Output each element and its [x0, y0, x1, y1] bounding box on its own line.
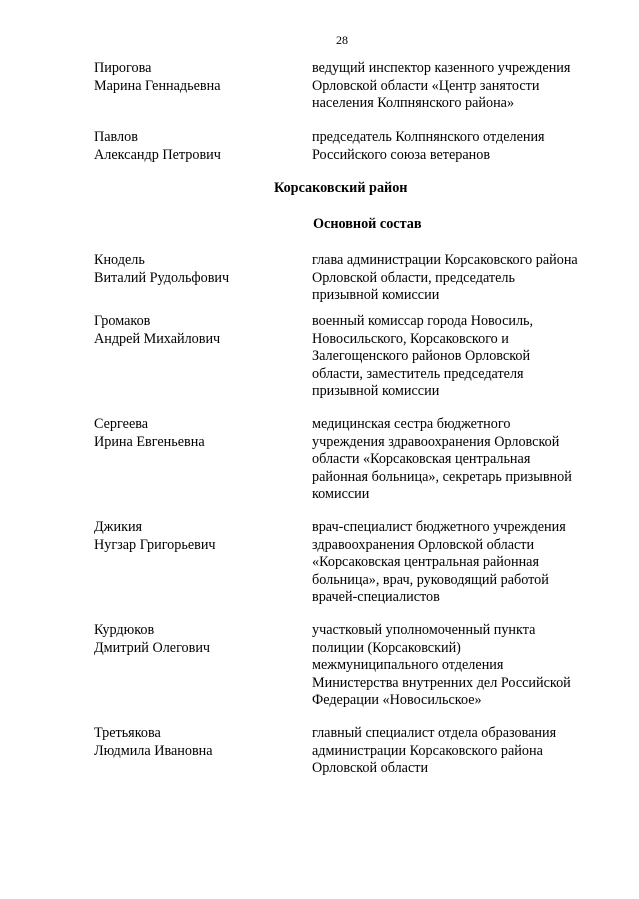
position-line: Новосильского, Корсаковского и [312, 330, 509, 347]
position-line: учреждения здравоохранения Орловской [312, 433, 560, 450]
position-line: председатель Колпнянского отделения [312, 129, 545, 145]
position-line: медицинская сестра бюджетного [312, 416, 511, 432]
position-line: больница», врач, руководящий работой [312, 571, 549, 588]
member-name [94, 416, 304, 451]
position-line: врач-специалист бюджетного учреждения [312, 519, 566, 535]
district-heading: Корсаковский район [274, 180, 408, 196]
position-line: «Корсаковская центральная районная [312, 554, 539, 570]
position-line: Залегощенского районов Орловской [312, 348, 531, 364]
position-line: полиции (Корсаковский) [312, 639, 461, 656]
member-given-names: Людмила Ивановна [94, 742, 213, 759]
position-line: комиссии [312, 486, 370, 502]
position-line: Орловской области, председатель [312, 269, 515, 286]
member-given-names: Нугзар Григорьевич [94, 536, 216, 553]
position-line: Федерации «Новосильское» [312, 692, 482, 708]
member-position [312, 725, 612, 778]
member-name [94, 252, 304, 287]
member-position [312, 416, 612, 504]
member-surname: Пирогова [94, 60, 152, 76]
member-position [312, 519, 612, 607]
member-given-names: Андрей Михайлович [94, 330, 221, 347]
member-surname: Кнодель [94, 252, 145, 268]
position-line: ведущий инспектор казенного учреждения [312, 60, 571, 76]
member-position [312, 252, 612, 305]
position-line: области «Корсаковская центральная [312, 451, 531, 467]
member-position [312, 313, 612, 401]
member-surname: Джикия [94, 519, 143, 535]
page-number: 28 [336, 33, 348, 47]
member-position [312, 60, 612, 113]
section-heading: Основной состав [313, 216, 422, 232]
member-name [94, 519, 304, 554]
member-given-names: Ирина Евгеньевна [94, 433, 205, 450]
member-name [94, 725, 304, 760]
position-line: военный комиссар города Новосиль, [312, 313, 534, 329]
position-line: призывной комиссии [312, 287, 440, 303]
member-name [94, 622, 304, 657]
position-line: Российского союза ветеранов [312, 146, 491, 163]
position-line: районная больница», секретарь призывной [312, 468, 572, 485]
position-line: области, заместитель председателя [312, 365, 524, 382]
position-line: Министерства внутренних дел Российской [312, 674, 571, 691]
position-line: участковый уполномоченный пункта [312, 622, 536, 638]
member-name [94, 313, 304, 348]
position-line: межмуниципального отделения [312, 657, 504, 673]
member-given-names: Марина Геннадьевна [94, 77, 221, 94]
member-surname: Сергеева [94, 416, 149, 432]
member-given-names: Дмитрий Олегович [94, 639, 211, 656]
member-given-names: Виталий Рудольфович [94, 269, 230, 286]
member-surname: Третьякова [94, 725, 161, 741]
position-line: врачей-специалистов [312, 589, 440, 605]
member-surname: Павлов [94, 129, 138, 145]
member-surname: Громаков [94, 313, 151, 329]
position-line: призывной комиссии [312, 383, 440, 399]
position-line: Орловской области [312, 760, 429, 776]
position-line: населения Колпнянского района» [312, 95, 515, 111]
member-position [312, 129, 612, 164]
member-name [94, 129, 304, 164]
member-given-names: Александр Петрович [94, 146, 221, 163]
member-position [312, 622, 612, 710]
position-line: глава администрации Корсаковского района [312, 252, 578, 268]
position-line: администрации Корсаковского района [312, 742, 543, 759]
position-line: Орловской области «Центр занятости [312, 77, 540, 94]
member-name [94, 60, 304, 95]
position-line: здравоохранения Орловской области [312, 536, 535, 553]
position-line: главный специалист отдела образования [312, 725, 557, 741]
member-surname: Курдюков [94, 622, 155, 638]
